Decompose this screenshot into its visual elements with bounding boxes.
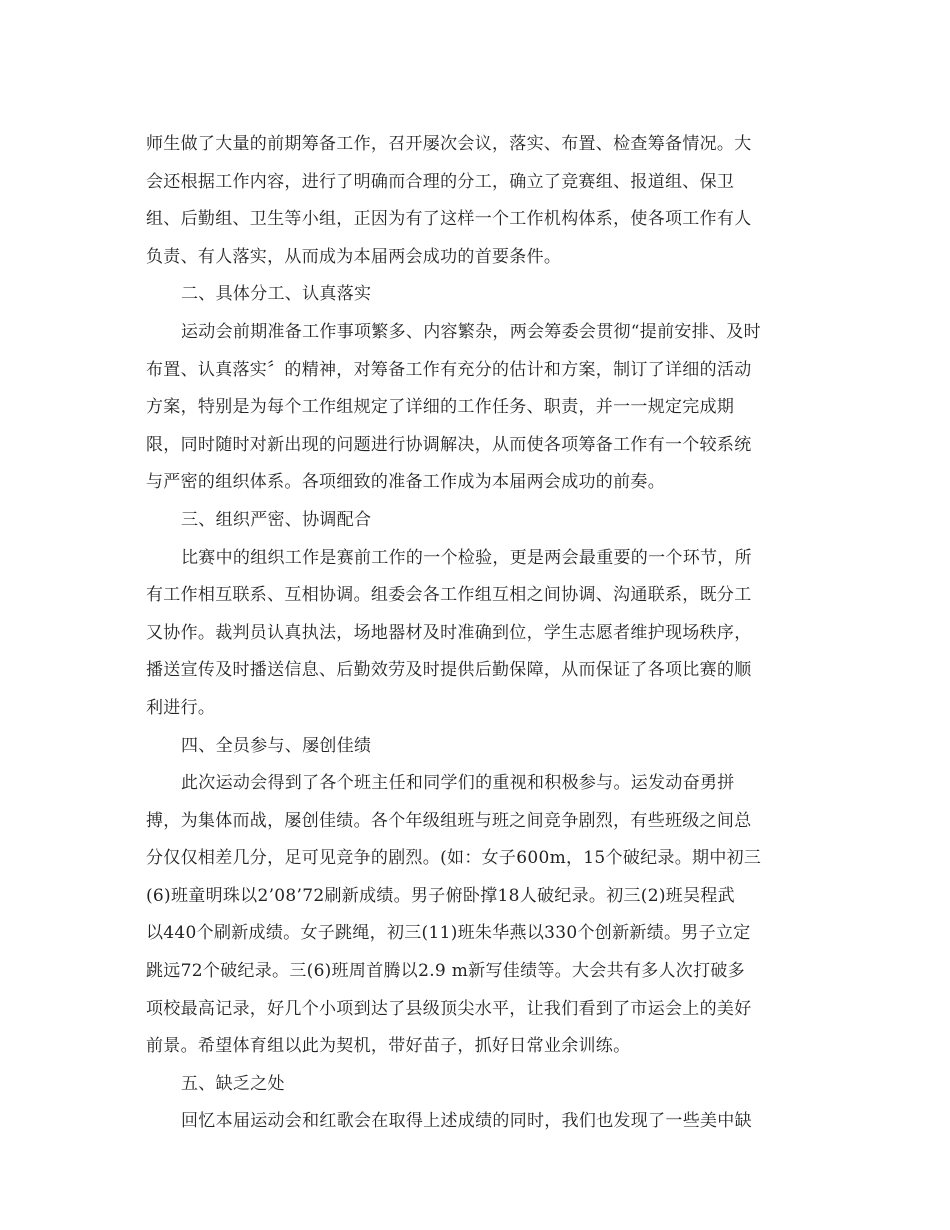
document-body bbox=[146, 126, 806, 1141]
text-line: 分仅仅相差几分，足可见竞争的剧烈。(如：女子600m，15个破纪录。期中初三 bbox=[146, 848, 762, 869]
text-line: 与严密的组织体系。各项细致的准备工作成为本届两会成功的前奏。 bbox=[146, 472, 665, 493]
section-heading: 五、缺乏之处 bbox=[181, 1073, 285, 1094]
text-line: 搏，为集体而战，屡创佳绩。各个年级组班与班之间竞争剧烈，有些班级之间总 bbox=[146, 810, 752, 831]
text-line: 运动会前期准备工作事项繁多、内容繁杂，两会筹委会贯彻“提前安排、及时 bbox=[181, 321, 761, 342]
text-line: 比赛中的组织工作是赛前工作的一个检验，更是两会最重要的一个环节，所 bbox=[181, 547, 752, 568]
text-line: 组、后勤组、卫生等小组，正因为有了这样一个工作机构体系，使各项工作有人 bbox=[146, 209, 752, 230]
section-heading: 三、组织严密、协调配合 bbox=[181, 509, 372, 530]
text-line: 又协作。裁判员认真执法，场地器材及时准确到位，学生志愿者维护现场秩序， bbox=[146, 622, 752, 643]
text-line: 项校最高记录，好几个小项到达了县级顶尖水平，让我们看到了市运会上的美好 bbox=[146, 998, 752, 1019]
text-line: 负责、有人落实，从而成为本届两会成功的首要条件。 bbox=[146, 246, 562, 267]
text-line: 方案，特别是为每个工作组规定了详细的工作任务、职责，并一一规定完成期 bbox=[146, 397, 735, 418]
text-line: 会还根据工作内容，进行了明确而合理的分工，确立了竞赛组、报道组、保卫 bbox=[146, 171, 735, 192]
text-line: 限，同时随时对新出现的问题进行协调解决，从而使各项筹备工作有一个较系统 bbox=[146, 434, 752, 455]
text-line: (6)班童明珠以2’08’72刷新成绩。男子俯卧撑18人破纪录。初三(2)班吴程武 bbox=[146, 885, 735, 906]
text-line: 前景。希望体育组以此为契机，带好苗子，抓好日常业余训练。 bbox=[146, 1036, 631, 1057]
text-line: 此次运动会得到了各个班主任和同学们的重视和积极参与。运发动奋勇拼 bbox=[181, 773, 735, 794]
text-line: 以440个刷新成绩。女子跳绳，初三(11)班朱华燕以330个创新新绩。男子立定 bbox=[146, 923, 751, 944]
text-line: 布置、认真落实〞的精神，对筹备工作有充分的估计和方案，制订了详细的活动 bbox=[146, 359, 752, 380]
section-heading: 四、全员参与、屡创佳绩 bbox=[181, 735, 372, 756]
text-line: 师生做了大量的前期筹备工作，召开屡次会议，落实、布置、检查筹备情况。大 bbox=[146, 134, 752, 154]
text-line: 利进行。 bbox=[146, 697, 216, 718]
text-line: 播送宣传及时播送信息、后勤效劳及时提供后勤保障，从而保证了各项比赛的顺 bbox=[146, 660, 752, 681]
section-heading: 二、具体分工、认真落实 bbox=[181, 284, 372, 305]
text-line: 回忆本届运动会和红歌会在取得上述成绩的同时，我们也发现了一些美中缺 bbox=[181, 1111, 752, 1132]
text-line: 跳远72个破纪录。三(6)班周首腾以2.9 m新写佳绩等。大会共有多人次打破多 bbox=[146, 961, 745, 982]
text-line: 有工作相互联系、互相协调。组委会各工作组互相之间协调、沟通联系，既分工 bbox=[146, 585, 752, 606]
